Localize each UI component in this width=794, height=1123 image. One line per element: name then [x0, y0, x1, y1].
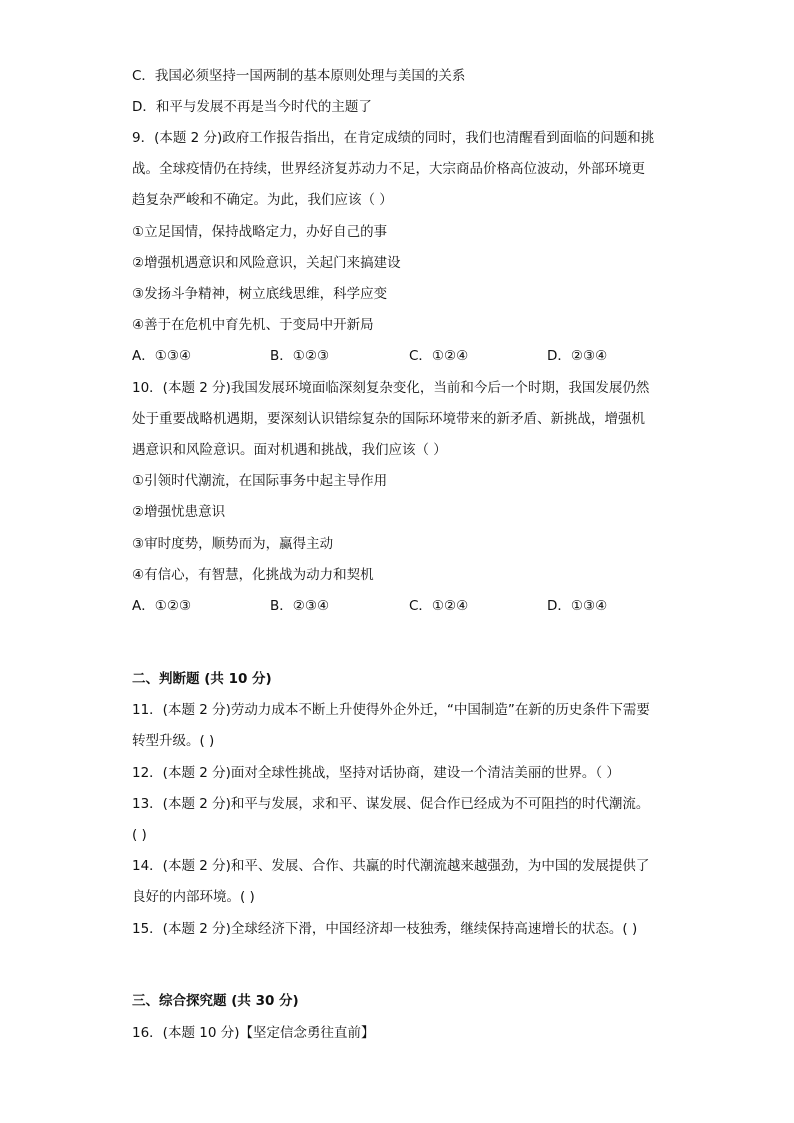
q13-line-1: 13．(本题 2 分)和平与发展，求和平、谋发展、促合作已经成为不可阻挡的时代潮流。 [132, 796, 650, 812]
q10-statement-1: ①引领时代潮流，在国际事务中起主导作用 [132, 473, 388, 489]
q9-option-d: D．②③④ [547, 348, 608, 364]
q10-stem-line-2: 处于重要战略机遇期，要深刻认识错综复杂的国际环境带来的新矛盾、新挑战，增强机 [132, 411, 645, 427]
q11-line-2: 转型升级。( ) [132, 733, 215, 749]
q8-option-d: D．和平与发展不再是当今时代的主题了 [132, 99, 372, 115]
q10-stem-line-3: 遇意识和风险意识。面对机遇和挑战，我们应该（ ） [132, 442, 447, 458]
q9-stem-line-1: 9．(本题 2 分)政府工作报告指出，在肯定成绩的同时，我们也清醒看到面临的问题和挑 [132, 130, 655, 146]
section-3-heading: 三、综合探究题 (共 30 分) [132, 993, 299, 1009]
q10-statement-4: ④有信心，有智慧，化挑战为动力和契机 [132, 567, 374, 583]
q14-line-1: 14．(本题 2 分)和平、发展、合作、共赢的时代潮流越来越强劲，为中国的发展提供了 [132, 858, 650, 874]
q13-line-2: ( ) [132, 827, 147, 843]
q16-line-1: 16．(本题 10 分)【坚定信念勇往直前】 [132, 1025, 375, 1041]
q9-stem-line-3: 趋复杂严峻和不确定。为此，我们应该（ ） [132, 192, 393, 208]
q9-option-b: B．①②③ [270, 348, 330, 364]
q11-line-1: 11．(本题 2 分)劳动力成本不断上升使得外企外迁，“中国制造”在新的历史条件下需要 [132, 702, 650, 718]
q14-line-2: 良好的内部环境。( ) [132, 889, 255, 905]
section-2-heading: 二、判断题 (共 10 分) [132, 671, 272, 687]
q12-line-1: 12．(本题 2 分)面对全球性挑战，坚持对话协商，建设一个清洁美丽的世界。（ ） [132, 765, 620, 781]
q8-option-c: C．我国必须坚持一国两制的基本原则处理与美国的关系 [132, 68, 466, 84]
q15-line-1: 15．(本题 2 分)全球经济下滑，中国经济却一枝独秀，继续保持高速增长的状态。( ) [132, 921, 638, 937]
q10-statement-3: ③审时度势，顺势而为，赢得主动 [132, 536, 334, 552]
q10-statement-2: ②增强忧患意识 [132, 504, 226, 520]
q9-statement-2: ②增强机遇意识和风险意识，关起门来搞建设 [132, 255, 401, 271]
q10-option-b: B．②③④ [270, 598, 330, 614]
q9-option-c: C．①②④ [409, 348, 469, 364]
q10-stem-line-1: 10．(本题 2 分)我国发展环境面临深刻复杂变化，当前和今后一个时期，我国发展仍然 [132, 380, 650, 396]
q10-option-a: A．①②③ [132, 598, 192, 614]
q9-statement-3: ③发扬斗争精神，树立底线思维，科学应变 [132, 286, 388, 302]
q9-option-a: A．①③④ [132, 348, 192, 364]
q10-option-c: C．①②④ [409, 598, 469, 614]
q10-option-d: D．①③④ [547, 598, 608, 614]
q9-statement-4: ④善于在危机中育先机、于变局中开新局 [132, 317, 374, 333]
q9-statement-1: ①立足国情，保持战略定力，办好自己的事 [132, 224, 388, 240]
q9-stem-line-2: 战。全球疫情仍在持续，世界经济复苏动力不足，大宗商品价格高位波动，外部环境更 [132, 161, 645, 177]
